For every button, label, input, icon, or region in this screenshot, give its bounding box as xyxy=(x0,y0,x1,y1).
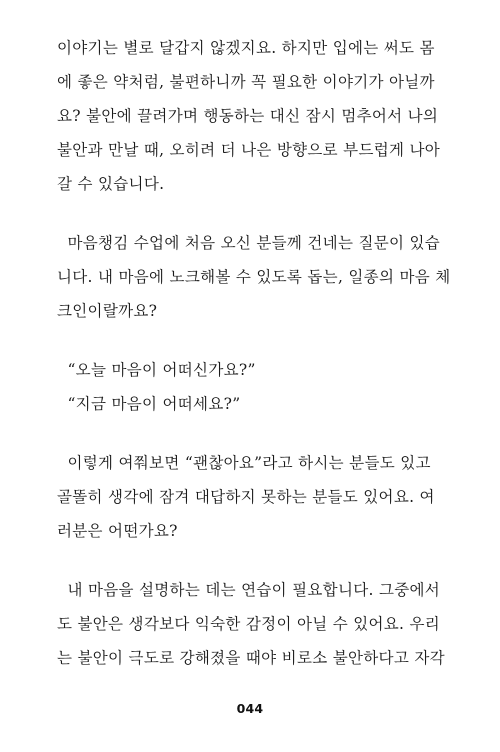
quote-line: “오늘 마음이 어떠신가요?” xyxy=(57,361,256,379)
page-number: 044 xyxy=(236,701,264,716)
text-line: 골똘히 생각에 잠겨 대답하지 못하는 분들도 있어요. 여 xyxy=(57,488,435,506)
text-line: 니다. 내 마음에 노크해볼 수 있도록 돕는, 일종의 마음 체 xyxy=(57,268,451,286)
text-line: 이야기는 별로 달갑지 않겠지요. 하지만 입에는 써도 몸 xyxy=(57,39,435,57)
text-line: 갈 수 있습니다. xyxy=(57,175,165,193)
text-line: 러분은 어떤가요? xyxy=(57,522,178,540)
text-line: 내 마음을 설명하는 데는 연습이 필요합니다. 그중에서 xyxy=(57,581,441,599)
text-line: 크인이랄까요? xyxy=(57,302,158,320)
text-line: 이렇게 여쭤보면 “괜찮아요”라고 하시는 분들도 있고 xyxy=(57,454,431,472)
text-line: 요? 불안에 끌려가며 행동하는 대신 잠시 멈추어서 나의 xyxy=(57,107,439,125)
quote-line: “지금 마음이 어떠세요?” xyxy=(57,395,241,413)
text-line: 에 좋은 약처럼, 불편하니까 꼭 필요한 이야기가 아닐까 xyxy=(57,73,435,91)
text-line: 는 불안이 극도로 강해졌을 때야 비로소 불안하다고 자각 xyxy=(57,649,445,667)
text-line: 도 불안은 생각보다 익숙한 감정이 아닐 수 있어요. 우리 xyxy=(57,615,441,633)
text-line: 불안과 만날 때, 오히려 더 나은 방향으로 부드럽게 나아 xyxy=(57,141,441,159)
text-line: 마음챙김 수업에 처음 오신 분들께 건네는 질문이 있습 xyxy=(57,234,441,252)
